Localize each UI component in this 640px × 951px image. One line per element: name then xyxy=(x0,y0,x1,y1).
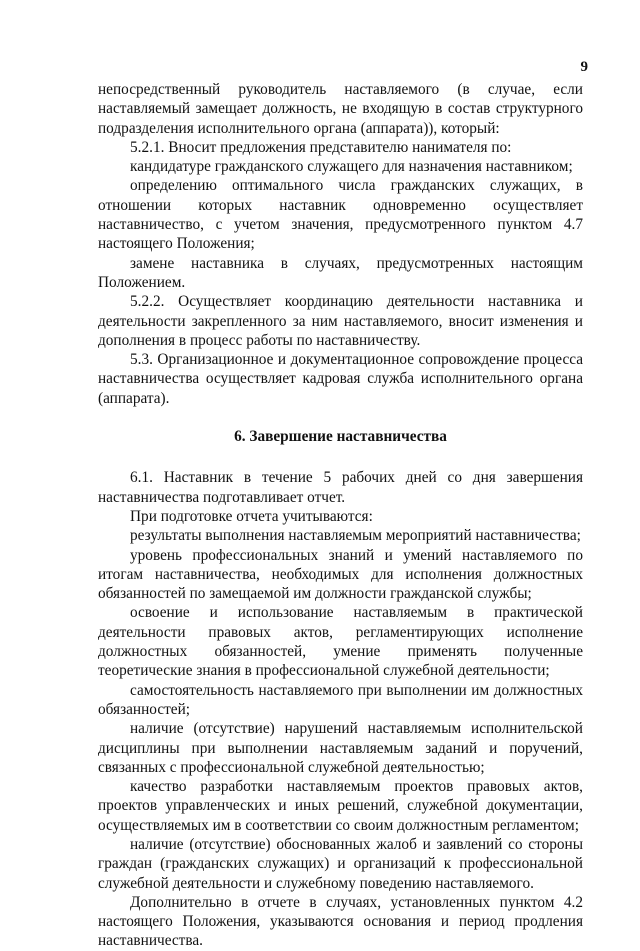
paragraph: непосредственный руководитель наставляемого (в случае, если наставляемый замещает должность, не входящую в состав структурного подразделения исполнительного органа (аппарата)), который: xyxy=(98,81,583,137)
paragraph: 6.1. Наставник в течение 5 рабочих дней со дня завершения наставничества подготавливает отчет. xyxy=(98,469,583,506)
paragraph: 5.2.1. Вносит предложения представителю нанимателя по: xyxy=(130,138,512,156)
paragraph: 5.3. Организационное и документационное сопровождение процесса наставничества осуществляет кадровая служба исполнительного органа (аппарата). xyxy=(98,351,583,407)
paragraph: определению оптимального числа гражданских служащих, в отношении которых наставник одновременно осуществляет наставничество, с учетом значения, предусмотренного пунктом 4.7 настоящего Положения; xyxy=(98,177,583,253)
paragraph: кандидатуре гражданского служащего для назначения наставником; xyxy=(130,158,573,176)
paragraph: 5.2.2. Осуществляет координацию деятельности наставника и деятельности закрепленного за ним наставляемого, вносит изменения и дополнения в процесс работы по наставничеству. xyxy=(98,293,583,349)
paragraph: замене наставника в случаях, предусмотренных настоящим Положением. xyxy=(98,254,583,291)
paragraph: освоение и использование наставляемым в практической деятельности правовых актов, регламентирующих исполнение должностных обязанностей, умение применять полученные теоретические знания в профессиональной служебной деятельности; xyxy=(98,604,583,680)
paragraph: Дополнительно в отчете в случаях, установленных пунктом 4.2 настоящего Положения, указываются основания и период продления наставничества. xyxy=(98,893,583,950)
paragraph: результаты выполнения наставляемым мероприятий наставничества; xyxy=(130,527,581,545)
paragraph: качество разработки наставляемым проектов правовых актов, проектов управленческих и иных решений, служебной документации, осуществляемых им в соответствии со своим должностным регламентом; xyxy=(98,778,583,834)
paragraph: наличие (отсутствие) нарушений наставляемым исполнительской дисциплины при выполнении наставляемым заданий и поручений, связанных с профессиональной служебной деятельностью; xyxy=(98,720,583,776)
document-body xyxy=(98,80,583,951)
paragraph: При подготовке отчета учитываются: xyxy=(130,507,373,525)
paragraph: уровень профессиональных знаний и умений наставляемого по итогам наставничества, необходимых для исполнения должностных обязанностей по замещаемой им должности гражданской службы; xyxy=(98,546,583,603)
section-heading: 6. Завершение наставничества xyxy=(234,428,447,446)
paragraph: наличие (отсутствие) обоснованных жалоб и заявлений со стороны граждан (гражданских служащих) и организаций к профессиональной служебной деятельности и служебному поведению наставляемого. xyxy=(98,835,583,892)
paragraph: самостоятельность наставляемого при выполнении им должностных обязанностей; xyxy=(98,681,583,718)
page-number: 9 xyxy=(580,59,588,75)
